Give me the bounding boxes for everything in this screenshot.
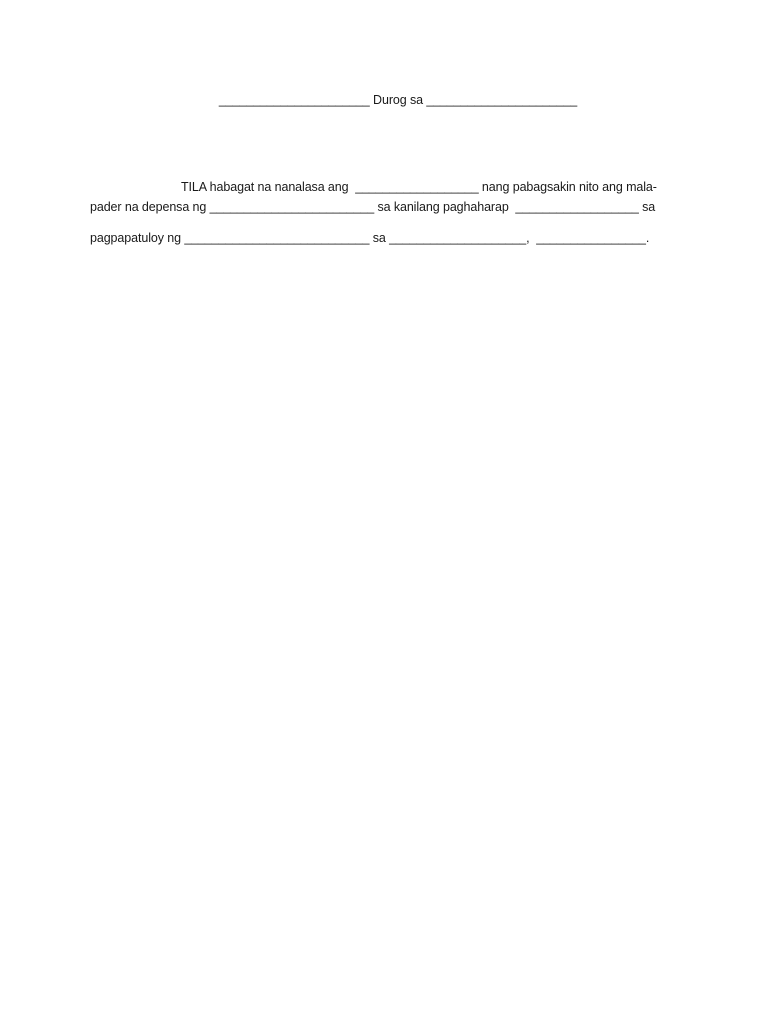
paragraph-line-1: TILA habagat na nanalasa ang __________________ nang pabagsakin nito ang mala- [181,180,657,194]
paragraph-line-2: pader na depensa ng ________________________ sa kanilang paghaharap __________________ sa [90,200,656,214]
paragraph-line-3: pagpapatuloy ng ___________________________ sa ____________________, ________________. [90,231,650,245]
headline: ______________________ Durog sa ______________________ [218,93,578,107]
